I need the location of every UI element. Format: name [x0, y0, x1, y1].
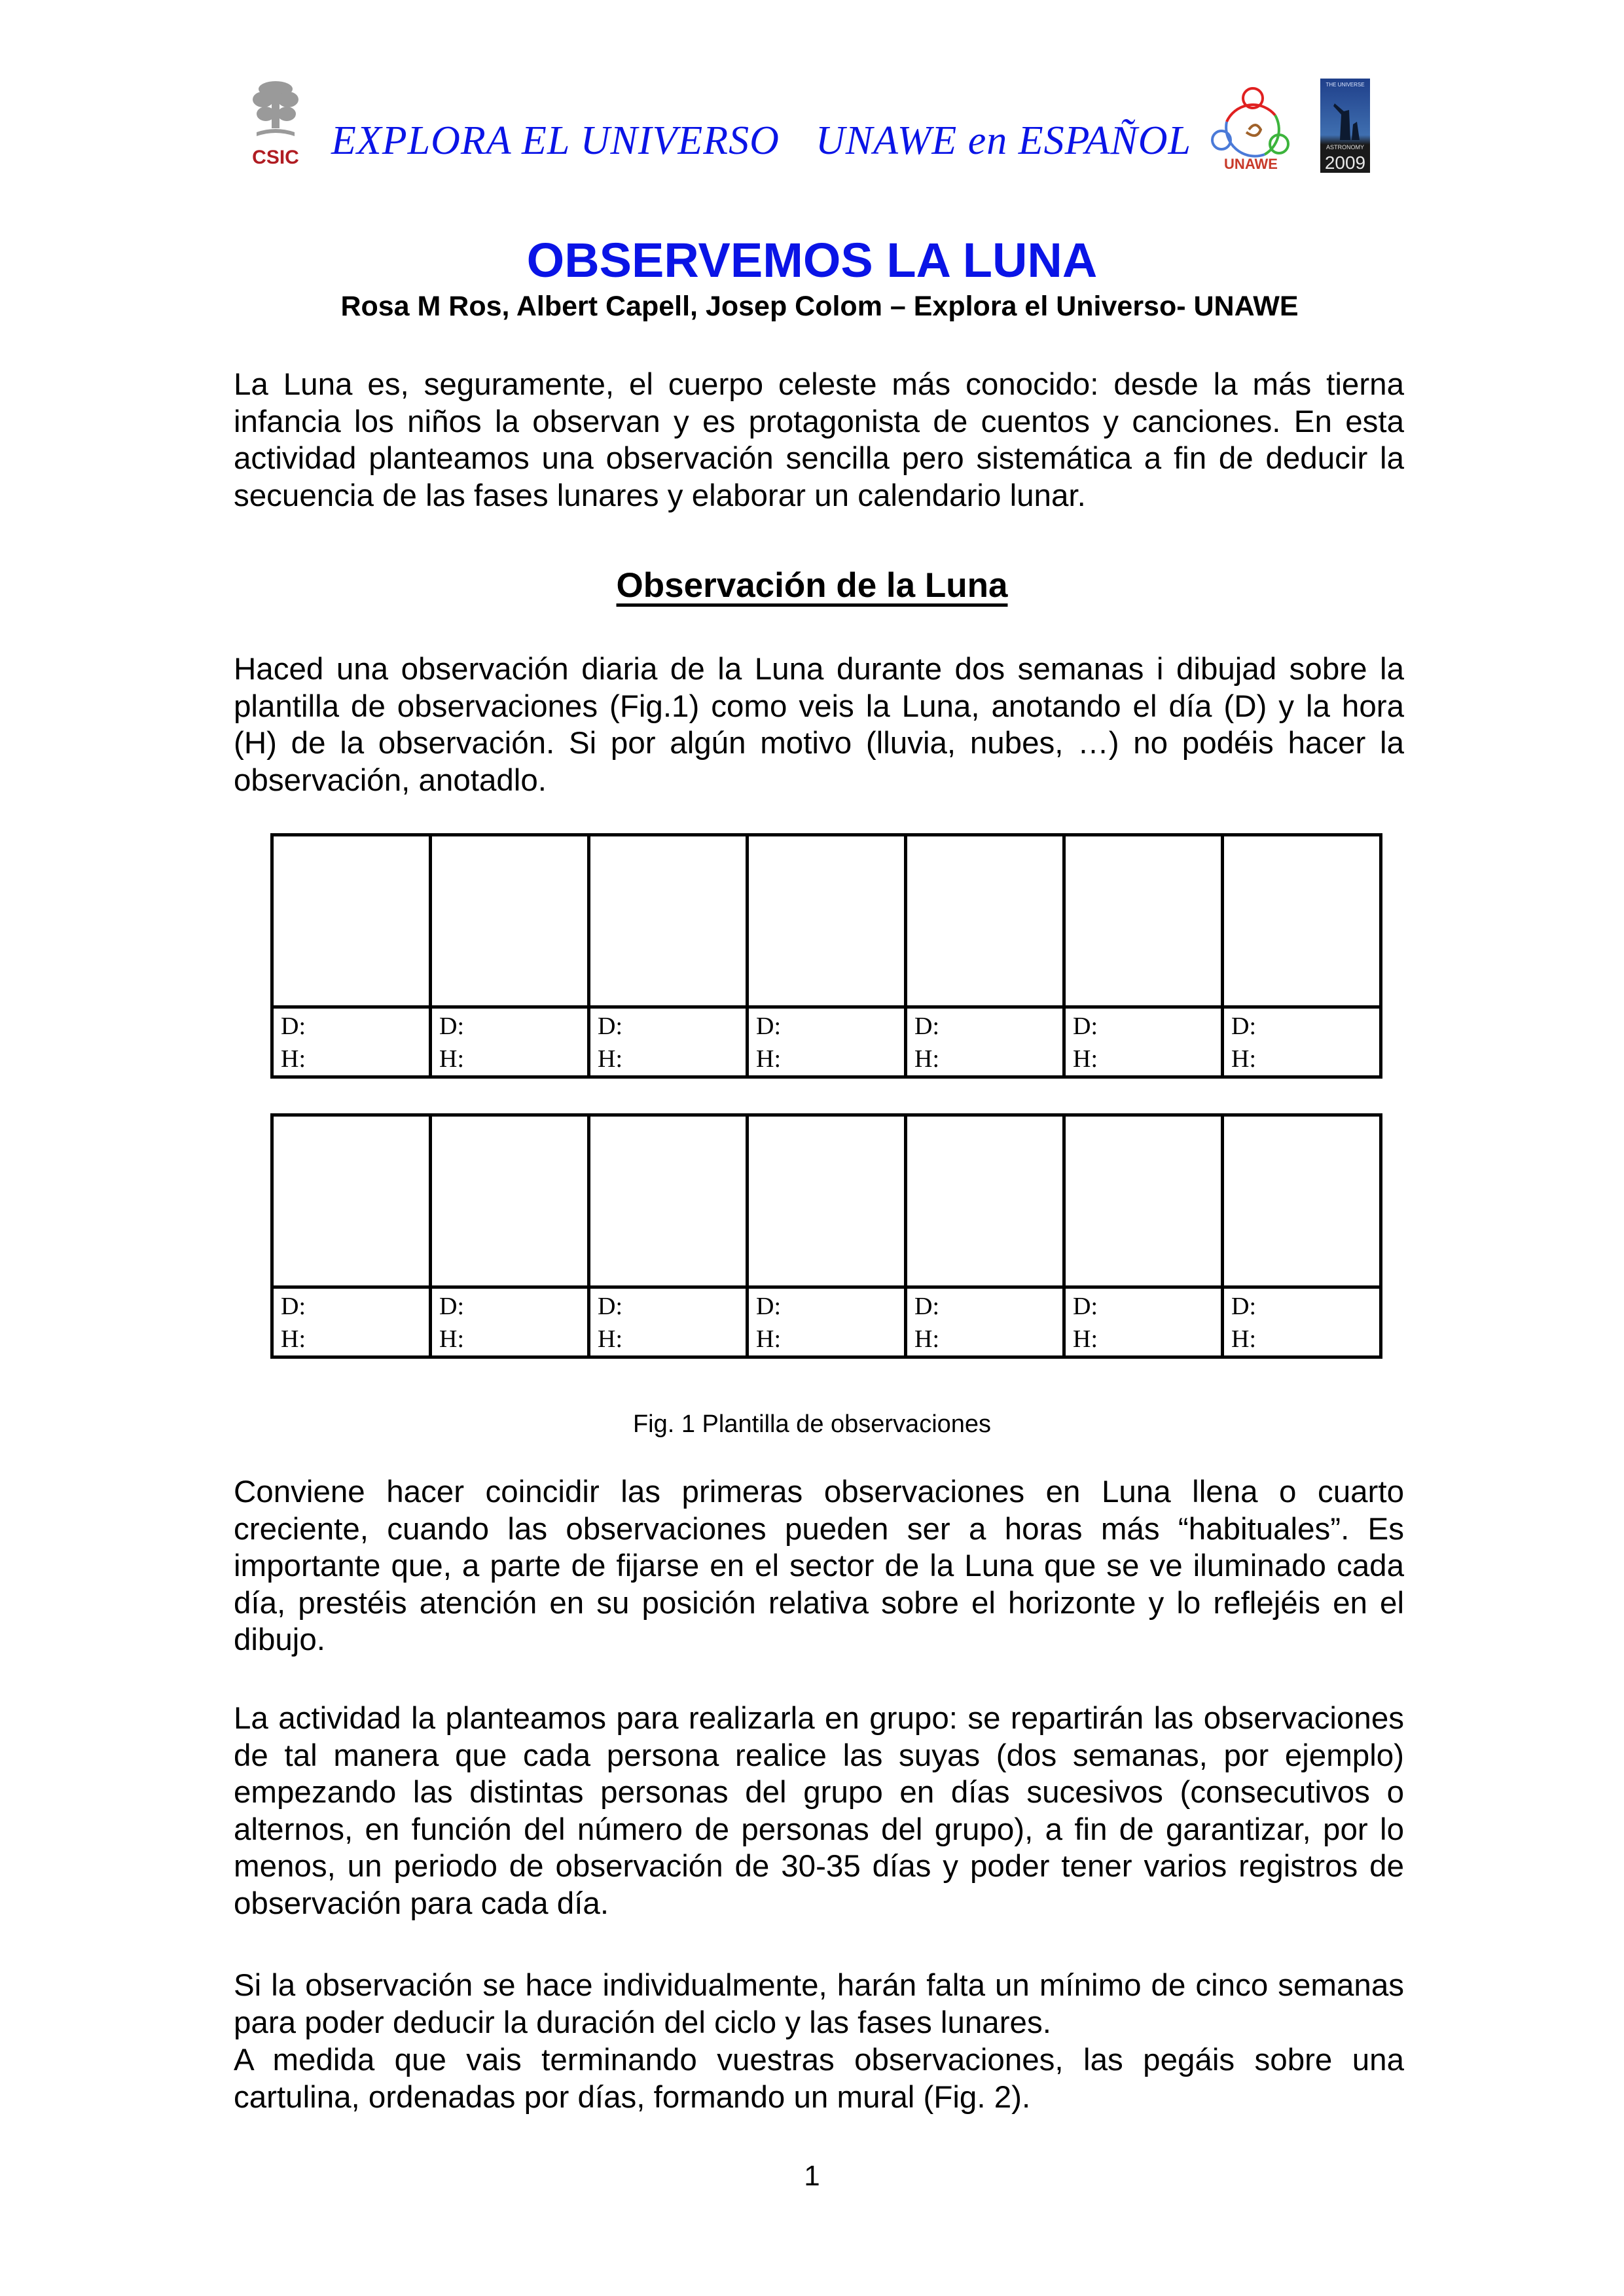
svg-text:CSIC: CSIC [252, 147, 299, 168]
drawing-row [272, 835, 1381, 1007]
day-label: D: [914, 1013, 939, 1040]
drawing-cell[interactable] [906, 835, 1064, 1007]
svg-text:2009: 2009 [1324, 152, 1366, 173]
hour-label: H: [914, 1325, 939, 1353]
hour-label: H: [439, 1045, 464, 1073]
drawing-row [272, 1115, 1381, 1287]
day-label: D: [281, 1013, 306, 1040]
day-label: D: [439, 1013, 464, 1040]
body-paragraph: Si la observación se hace individualmente, harán falta un mínimo de cinco semanas para poder deducir la duración del ciclo y las fases lunares. [234, 1968, 1404, 2040]
svg-text:THE UNIVERSE: THE UNIVERSE [1326, 82, 1365, 88]
day-label: D: [756, 1013, 781, 1040]
hour-label: H: [1073, 1325, 1098, 1353]
hour-label: H: [756, 1045, 781, 1073]
drawing-cell[interactable] [431, 1115, 589, 1287]
body-paragraph: Conviene hacer coincidir las primeras observaciones en Luna llena o cuarto creciente, cuando las observaciones pueden ser a horas más “habituales”. Es importante que, a parte de fijarse en el sector de la Luna que se ve iluminado cada día, prestéis atención en su posición relativa sobre el horizonte y lo reflejéis en el dibujo. [234, 1475, 1404, 1657]
drawing-cell[interactable] [748, 835, 906, 1007]
body-paragraph: La actividad la planteamos para realizarla en grupo: se repartirán las observaciones de tal manera que cada persona realice las suyas (dos semanas, por ejemplo) empezando las distintas personas del grupo en días sucesivos (consecutivos o alternos, en función del número de personas del grupo), a fin de garantizar, por lo menos, un periodo de observación de 30-35 días y poder tener varios registros de observación para cada día. [234, 1701, 1404, 1921]
drawing-cell[interactable] [906, 1115, 1064, 1287]
label-cell[interactable] [1223, 1287, 1381, 1357]
label-cell[interactable] [272, 1287, 431, 1357]
authors-line: Rosa M Ros, Albert Capell, Josep Colom – Explora el Universo- UNAWE [340, 291, 1299, 322]
drawing-cell[interactable] [589, 1115, 748, 1287]
day-label: D: [439, 1293, 464, 1320]
label-row [272, 1007, 1381, 1077]
drawing-cell[interactable] [1064, 1115, 1223, 1287]
day-label: D: [756, 1293, 781, 1320]
drawing-cell[interactable] [272, 1115, 431, 1287]
label-cell[interactable] [906, 1007, 1064, 1077]
drawing-cell[interactable] [1223, 835, 1381, 1007]
day-label: D: [598, 1293, 623, 1320]
hour-label: H: [281, 1325, 306, 1353]
intro-paragraph: La Luna es, seguramente, el cuerpo celeste más conocido: desde la más tierna infancia los niños la observan y es protagonista de cuentos y canciones. En esta actividad planteamos una observación sencilla pero sistemática a fin de deducir la secuencia de las fases lunares y elaborar un calendario lunar. [234, 367, 1404, 513]
instructions-paragraph: Haced una observación diaria de la Luna durante dos semanas i dibujad sobre la plantilla de observaciones (Fig.1) como veis la Luna, anotando el día (D) y la hora (H) de la observación. Si por algún motivo (lluvia, nubes, …) no podéis hacer la observación, anotadlo. [234, 652, 1404, 798]
csic-logo [249, 77, 302, 169]
day-label: D: [1073, 1293, 1098, 1320]
day-label: D: [598, 1013, 623, 1040]
day-label: D: [1231, 1293, 1256, 1320]
label-cell[interactable] [431, 1287, 589, 1357]
label-cell[interactable] [589, 1007, 748, 1077]
drawing-cell[interactable] [1223, 1115, 1381, 1287]
figure-caption: Fig. 1 Plantilla de observaciones [632, 1410, 992, 1438]
hour-label: H: [598, 1045, 623, 1073]
hour-label: H: [1073, 1045, 1098, 1073]
day-label: D: [914, 1293, 939, 1320]
hour-label: H: [1231, 1325, 1256, 1353]
label-cell[interactable] [1064, 1287, 1223, 1357]
svg-text:UNAWE: UNAWE [1224, 156, 1278, 172]
label-cell[interactable] [748, 1287, 906, 1357]
iya2009-logo [1320, 79, 1370, 173]
unawe-children-icon [1210, 84, 1292, 173]
drawing-cell[interactable] [272, 835, 431, 1007]
body-paragraph: A medida que vais terminando vuestras observaciones, las pegáis sobre una cartulina, ordenadas por días, formando un mural (Fig. 2). [234, 2043, 1404, 2115]
label-cell[interactable] [431, 1007, 589, 1077]
section-heading [0, 560, 1624, 612]
day-label: D: [281, 1293, 306, 1320]
page-title: OBSERVEMOS LA LUNA [526, 233, 1098, 287]
label-row [272, 1287, 1381, 1357]
label-cell[interactable] [272, 1007, 431, 1077]
section-heading-text: Observación de la Luna [616, 566, 1008, 605]
header-explora-text: EXPLORA EL UNIVERSO [331, 118, 780, 163]
header-unawe-text: UNAWE en ESPAÑOL [816, 118, 1191, 163]
drawing-cell[interactable] [431, 835, 589, 1007]
observation-table-2 [270, 1113, 1382, 1359]
csic-tree-icon [249, 77, 302, 169]
hour-label: H: [914, 1045, 939, 1073]
hour-label: H: [439, 1325, 464, 1353]
iya2009-icon [1320, 79, 1370, 173]
drawing-cell[interactable] [748, 1115, 906, 1287]
label-cell[interactable] [906, 1287, 1064, 1357]
hour-label: H: [281, 1045, 306, 1073]
day-label: D: [1231, 1013, 1256, 1040]
page-number: 1 [804, 2160, 820, 2192]
drawing-cell[interactable] [1064, 835, 1223, 1007]
label-cell[interactable] [1064, 1007, 1223, 1077]
observation-table-1 [270, 833, 1382, 1079]
label-cell[interactable] [1223, 1007, 1381, 1077]
drawing-cell[interactable] [589, 835, 748, 1007]
hour-label: H: [1231, 1045, 1256, 1073]
label-cell[interactable] [748, 1007, 906, 1077]
hour-label: H: [598, 1325, 623, 1353]
label-cell[interactable] [589, 1287, 748, 1357]
unawe-logo [1210, 84, 1292, 173]
svg-text:ASTRONOMY: ASTRONOMY [1326, 144, 1365, 151]
hour-label: H: [756, 1325, 781, 1353]
day-label: D: [1073, 1013, 1098, 1040]
